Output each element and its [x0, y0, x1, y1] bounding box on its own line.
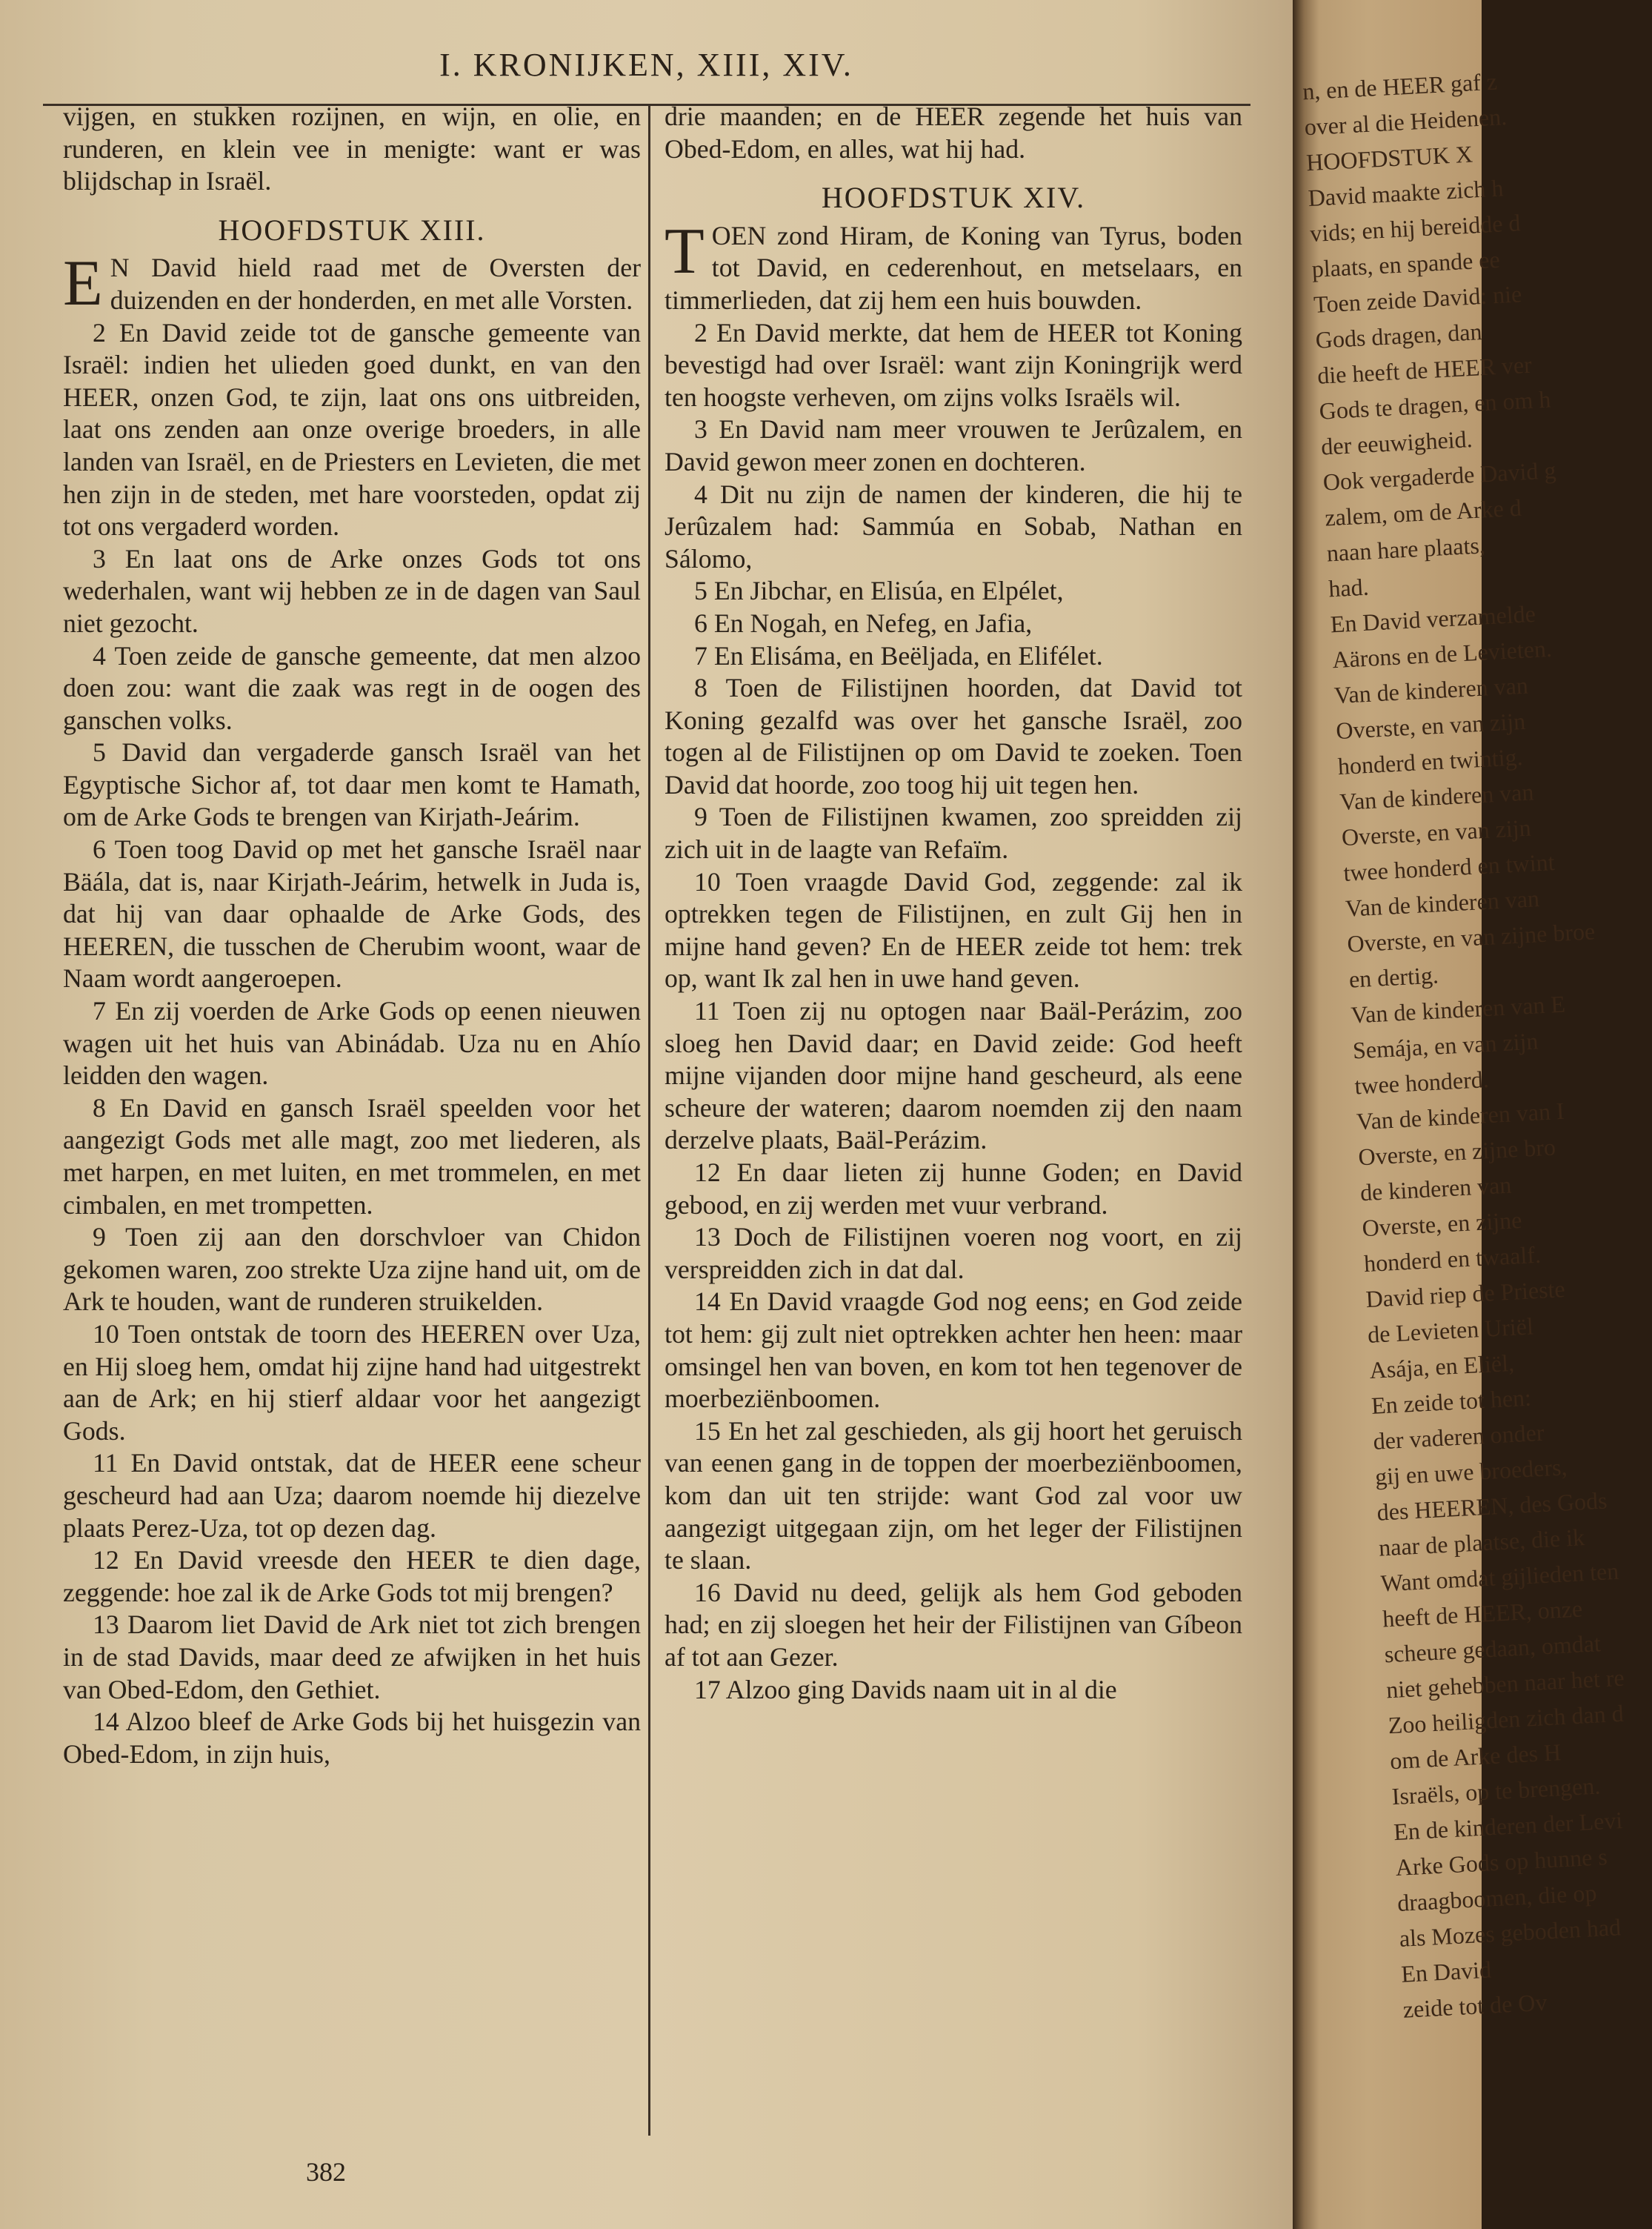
verse: 8 Toen de Filistijnen hoorden, dat David tot Koning gezalfd was over het gansche Israël, zoo togen al de Filistijnen op om David te zoeken. Toen David dat hoorde, zoo toog hij uit tegen hen.	[665, 673, 1242, 800]
facing-page-line: Van de kinderen van I	[1356, 1097, 1565, 1135]
facing-page-line: Semája, en van zijn	[1352, 1027, 1539, 1064]
facing-page-line: En de kinderen der Levi	[1393, 1806, 1624, 1846]
facing-page-line: zalem, om de Arke d	[1324, 494, 1522, 531]
facing-page-line: scheure gedaan, omdat	[1383, 1630, 1602, 1668]
facing-page-line: Ook vergaderde David g	[1322, 456, 1557, 496]
verse: 14 Alzoo bleef de Arke Gods bij het huisgezin van Obed-Edom, in zijn huis,	[63, 1707, 641, 1769]
facing-page-line: n, en de HEER gaf z	[1302, 67, 1498, 105]
facing-page-line: Arke Gods op hunne s	[1394, 1843, 1608, 1881]
facing-page-line: des HEEREN, des Gods	[1376, 1486, 1608, 1526]
facing-page-line: Zoo heiligden zich dan d	[1387, 1699, 1625, 1739]
page-number: 382	[306, 2157, 346, 2187]
verse: 4 Toen zeide de gansche gemeente, dat men alzoo doen zou: want die zaak was regt in de oogen des ganschen volks.	[63, 640, 641, 735]
verse: 3 En laat ons de Arke onzes Gods tot ons wederhalen, want wij hebben ze in de dagen van Saul niet gezocht.	[63, 543, 641, 638]
facing-page-line: Overste, en van zijn	[1335, 707, 1526, 745]
facing-page-edge	[1293, 0, 1625, 2229]
facing-page-line: naar de plaatse, die ik	[1378, 1524, 1585, 1561]
verse: 9 Toen zij aan den dorschvloer van Chidon gekomen waren, zoo strekte Uza zijne hand uit, om de Ark te houden, want de runderen struikelden.	[63, 1222, 641, 1317]
verse: 14 En David vraagde God nog eens; en God zeide tot hem: gij zult niet optrekken achter hen heen: maar omsingel hen van boven, en kom tot hen tegenover de moerbeziënboomen.	[665, 1286, 1242, 1414]
facing-page-line: honderd en twaalf.	[1363, 1240, 1542, 1278]
facing-page-line: Israëls, op te brengen.	[1390, 1772, 1602, 1810]
facing-page-line: zeide tot de Ov	[1402, 1988, 1548, 2023]
facing-page-line: David maakte zich h	[1307, 174, 1505, 212]
facing-page-line: en dertig.	[1348, 961, 1439, 993]
facing-page-line: om de Arke des H	[1389, 1738, 1562, 1775]
verse: 11 Toen zij nu optogen naar Baäl-Perázim, zoo sloeg hen David daar; en David zeide: God heeft mijne vijanden door mijne hand gescheurd, als eene scheure der wateren; daarom noemden zij den naam derzelve plaats, Baäl-Perázim.	[665, 996, 1242, 1155]
verse	[63, 248, 641, 320]
chapter-heading: HOOFDSTUK XIV.	[821, 181, 1086, 215]
verse: 7 En Elisáma, en Beëljada, en Elifélet.	[694, 640, 1103, 671]
running-head: I. KRONIJKEN, XIII, XIV.	[439, 47, 853, 83]
facing-page-line: vids; en hij bereidde d	[1309, 209, 1522, 248]
facing-page-line: Van de kinderen van	[1339, 778, 1535, 815]
verse: 15 En het zal geschieden, als gij hoort het geruisch van eenen gang in de toppen der moerbeziënboomen, kom dan uit ten strijde: want God zal voor uw aangezigt uitgegaan zijn, om het leger der Filistijnen te slaan.	[665, 1415, 1242, 1575]
verse: 6 En Nogah, en Nefeg, en Jafia,	[694, 608, 1033, 638]
facing-page-line: de kinderen van	[1359, 1171, 1513, 1206]
verse: 5 David dan vergaderde gansch Israël van het Egyptische Sichor af, tot daar men komt te Hamath, om de Arke Gods te brengen van Kirjath-Jeárim.	[63, 737, 641, 832]
facing-page-line: Overste, en zijne	[1361, 1206, 1523, 1242]
facing-page-line: als Mozes geboden had	[1398, 1913, 1622, 1952]
facing-page-line: honderd en twintig.	[1337, 743, 1524, 780]
verse: 2 En David zeide tot de gansche gemeente van Israël: indien het ulieden goed dunkt, en van den HEER, onzen God, te zijn, laat ons ons uitbreiden, laat ons zenden aan onze overige broeders, in alle landen van Israël, en de Priesters en Levieten, die met hen zijn in de steden, met hare voorsteden, opdat zij tot ons vergaderd worden.	[63, 317, 641, 542]
facing-page-line: Aärons en de Levieten.	[1331, 634, 1553, 674]
facing-page-line: Van de kinderen van	[1333, 671, 1529, 709]
facing-page-line: HOOFDSTUK X	[1305, 140, 1473, 176]
verse: 9 Toen de Filistijnen kwamen, zoo spreidden zij zich uit in de laagte van Refaïm.	[665, 802, 1242, 865]
facing-page-line: Van de kinderen van E	[1350, 990, 1566, 1029]
verse: 7 En zij voerden de Arke Gods op eenen nieuwen wagen uit het huis van Abinádab. Uza nu en Ahío leidden den wagen.	[63, 996, 641, 1091]
facing-page-text	[1293, 62, 1625, 2027]
verse: 13 Doch de Filistijnen voeren nog voort, en zij verspreidden zich in dat dal.	[665, 1222, 1242, 1284]
verse: 8 En David en gansch Israël speelden voor het aangezigt Gods met alle magt, zoo met liederen, als met harpen, en met luiten, en met trommelen, en met cimbalen, en met trompetten.	[63, 1092, 641, 1220]
drop-cap: E	[63, 248, 103, 320]
facing-page-line: gij en uwe broeders,	[1374, 1453, 1568, 1490]
facing-page-line: Gods dragen, dan	[1314, 318, 1483, 353]
verse	[665, 215, 1242, 317]
verse: 11 En David ontstak, dat de HEER eene scheur gescheurd had aan Uza; daarom noemde hij diezelve plaats Perez-Uza, tot op dezen dag.	[63, 1448, 641, 1543]
facing-page-line: over al die Heidenen.	[1303, 102, 1508, 141]
opening-text: drie maanden; en de HEER zegende het huis van Obed-Edom, en alles, wat hij had.	[665, 102, 1242, 164]
verse: 12 En daar lieten zij hunne Goden; en David gebood, en zij werden met vuur verbrand.	[665, 1157, 1242, 1220]
drop-cap: T	[665, 215, 705, 288]
facing-page-line: En David verzamelde	[1329, 599, 1536, 638]
verse: 10 Toen vraagde David God, zeggende: zal ik optrekken tegen de Filistijnen, en zult Gij hen in mijne hand geven? En de HEER zeide tot hem: trek op, want Ik zal hen in uwe hand geven.	[665, 866, 1242, 994]
facing-page-line: der vaderen onder	[1372, 1418, 1545, 1455]
facing-page-line: En zeide tot hen:	[1370, 1383, 1532, 1419]
facing-page-line: had.	[1328, 573, 1370, 602]
facing-page-line: draagboomen, die op	[1396, 1878, 1598, 1916]
facing-page-line: Overste, en van zijne broe	[1346, 917, 1596, 957]
facing-page-line: Gods te dragen, en om h	[1318, 385, 1552, 425]
verse: 4 Dit nu zijn de namen der kinderen, die hij te Jerûzalem had: Sammúa en Sobab, Nathan en Sálomo,	[665, 479, 1242, 574]
left-column	[63, 101, 641, 1770]
verse: 5 En Jibchar, en Elisúa, en Elpélet,	[694, 576, 1064, 606]
verse: 16 David nu deed, gelijk als hem God geboden had; en zij sloegen het heir der Filistijnen van Gíbeon af tot aan Gezer.	[665, 1577, 1242, 1672]
verse: 3 En David nam meer vrouwen te Jerûzalem, en David gewon meer zonen en dochteren.	[665, 414, 1242, 476]
facing-page-line: twee honderd.	[1353, 1066, 1490, 1100]
facing-page-line: David riep de Prieste	[1365, 1275, 1566, 1313]
facing-page-line: Overste, en van zijn	[1341, 814, 1532, 851]
verse: 17 Alzoo ging Davids naam uit in al die	[694, 1674, 1117, 1704]
verse: 2 En David merkte, dat hem de HEER tot Koning bevestigd had over Israël: want zijn Koningrijk werd ten hoogste verheven, om zijns volks Israëls wil.	[665, 317, 1242, 412]
facing-page-line: die heeft de HEER ver	[1316, 351, 1533, 389]
facing-page-line: heeft de HEER, onze	[1382, 1595, 1583, 1632]
verse: 13 Daarom liet David de Ark niet tot zich brengen in de stad Davids, maar deed ze afwijken in het huis van Obed-Edom, den Gethiet.	[63, 1610, 641, 1704]
opening-text: vijgen, en stukken rozijnen, en wijn, en olie, en runderen, en klein vee in menigte: want er was blijdschap in Israël.	[63, 102, 641, 196]
facing-page-line: der eeuwigheid.	[1320, 425, 1473, 460]
facing-page-line: En David	[1400, 1956, 1492, 1987]
facing-page-line: Van de kinderen van	[1345, 885, 1540, 922]
facing-page-line: Toen zeide David: nie	[1313, 280, 1523, 318]
facing-page-line: plaats, en spande ee	[1310, 245, 1501, 282]
verse-text: N David hield raad met de Oversten der duizenden en der honderden, en met alle Vorsten.	[110, 253, 641, 315]
facing-page-line: niet gehebben naar het re	[1385, 1664, 1625, 1704]
facing-page-line: Overste, en zijne bro	[1357, 1133, 1556, 1171]
facing-page-line: twee honderd en twint	[1342, 848, 1556, 886]
verse: 12 En David vreesde den HEER te dien dage, zeggende: hoe zal ik de Arke Gods tot mij brengen?	[63, 1545, 641, 1607]
facing-page-line: Asája, en Eliël,	[1368, 1349, 1515, 1383]
chapter-heading: HOOFDSTUK XIII.	[218, 213, 486, 247]
verse: 10 Toen ontstak de toorn des HEEREN over Uza, en Hij sloeg hem, omdat hij zijne hand had uitgestrekt aan de Ark; en hij stierf aldaar voor het aangezigt Gods.	[63, 1318, 641, 1446]
facing-page-line: Want omdat gijlieden ten	[1379, 1557, 1620, 1597]
right-column	[665, 101, 1242, 1706]
facing-page-line: de Levieten Uriël	[1367, 1312, 1534, 1349]
column-divider	[648, 105, 650, 2136]
verse: 6 Toen toog David op met het gansche Israël naar Bäála, dat is, naar Kirjath-Jeárim, hetwelk in Juda is, dat hij van daar ophaalde de Arke Gods, des HEEREN, die tusschen de Cherubim woont, waar de Naam wordt aangeroepen.	[63, 834, 641, 994]
facing-page-line: naan hare plaats,	[1325, 531, 1486, 567]
verse-text: OEN zond Hiram, de Koning van Tyrus, boden tot David, en cederenhout, en metselaars, en timmerlieden, dat zij hem een huis bouwden.	[665, 220, 1242, 315]
